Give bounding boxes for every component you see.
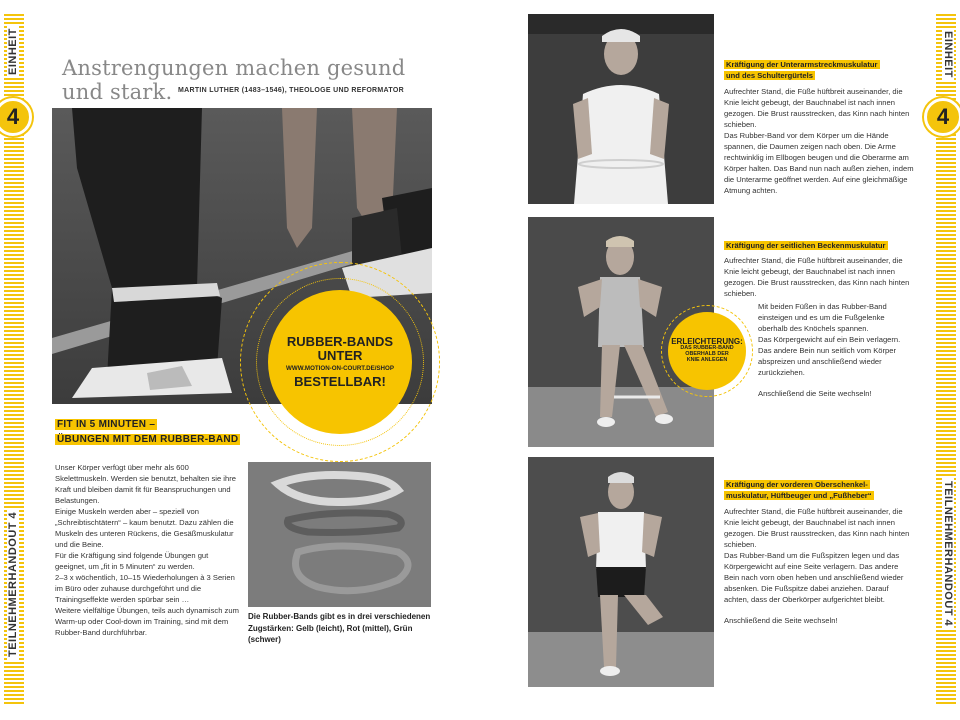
quote-text: Anstrengungen machen gesund und stark. [62, 56, 406, 104]
exercise3-photo [528, 457, 714, 687]
hint-line1: ERLEICHTERUNG: [671, 336, 743, 346]
left-unit-number: 4 [0, 98, 32, 136]
exercise2-paragraph: Aufrechter Stand, die Füße hüftbreit auseinander, die Knie leicht gebeugt, der Bauchnabel ist nach innen gezogen. Die Brust rausstrecken, das Kinn nach hinten schieben. [724, 256, 910, 298]
exercise3-photo-graphic [528, 457, 714, 687]
fit-paragraph: Unser Körper verfügt über mehr als 600 Skelettmuskeln. Werden sie benutzt, behalten sie ihre Kraft und bleiben damit fit für Beanspruchungen und Belastungen. [55, 463, 236, 505]
exercise2-paragraph: Das Körpergewicht auf ein Bein verlagern. [758, 335, 901, 344]
exercise1-heading-line2: und des Schultergürtels [726, 71, 813, 80]
fit-heading-line1: FIT IN 5 MINUTEN – [57, 419, 156, 430]
exercise2-heading [724, 240, 914, 251]
exercise2-text-top [724, 255, 914, 299]
badge-line4: BESTELLBAR! [294, 373, 386, 389]
fit-paragraph: Einige Muskeln werden aber – speziell von „Schreibtischtätern“ – kaum benutzt. Dazu zählen die Muskeln des unteren Rückens, die Gesäßmuskulatur und die Beine. [55, 507, 234, 549]
exercise1-heading [724, 59, 914, 81]
quote-author: MARTIN LUTHER (1483–1546), THEOLOGE UND REFORMATOR [178, 87, 404, 94]
exercise1-paragraph: Aufrechter Stand, die Füße hüftbreit auseinander, die Knie leicht gebeugt, der Bauchnabel ist nach innen gezogen. Die Brust rausstrecken, das Kinn nach hinten schieben. [724, 87, 910, 129]
fit-body-text [55, 462, 240, 638]
exercise1-photo-graphic [528, 14, 714, 204]
exercise3-paragraph: Aufrechter Stand, die Füße hüftbreit auseinander, die Knie leicht gebeugt, der Bauchnabel ist nach innen gezogen. Die Brust rausstrecken, das Kinn nach hinten schieben. [724, 507, 910, 549]
badge-line2: UNTER [317, 348, 363, 364]
bands-photo-graphic [248, 462, 431, 607]
fit-paragraph: Weitere vielfältige Übungen, teils auch dynamisch zum Warm-up oder Cool-down im Training, sind mit dem Rubber-Band durchführbar. [55, 606, 239, 637]
fit-paragraph: 2–3 x wöchentlich, 10–15 Wiederholungen à 3 Serien im Büro oder zuhause durchgeführt und die Trainingseffekte werden spürbar sein … [55, 573, 235, 604]
exercise2-text-steps [758, 301, 914, 399]
exercise2-paragraph: Mit beiden Füßen in das Rubber-Band einsteigen und es um die Fußgelenke oberhalb des Knöchels spannen. [758, 302, 887, 333]
hint-line4: KNIE ANLEGEN [686, 357, 728, 364]
fit-heading-line2: ÜBUNGEN MIT DEM RUBBER-BAND [57, 433, 239, 445]
exercise2-paragraph: Anschließend die Seite wechseln! [758, 389, 872, 398]
bands-caption: Die Rubber-Bands gibt es in drei verschiedenen Zugstärken: Gelb (leicht), Rot (mittel), Grün (schwer) [248, 612, 431, 645]
exercise1-photo [528, 14, 714, 204]
left-handout-label: TEILNEHMERHANDOUT 4 [7, 509, 19, 660]
exercise3-paragraph: Das Rubber-Band um die Fußspitzen legen und das Körpergewicht auf eine Seite verlagern. Das andere Bein nach vorn oben heben und anschließend wieder absenken. Die Fußspitze dabei anziehen. Darauf achten, dass der Oberkörper aufgerichtet bleibt. [724, 551, 904, 604]
right-handout-label: TEILNEHMERHANDOUT 4 [942, 478, 954, 629]
exercise3-heading-line1: Kräftigung der vorderen Oberschenkel- [726, 480, 868, 489]
badge-url[interactable]: WWW.MOTION-ON-COURT.DE/SHOP [286, 364, 394, 372]
hint-badge [668, 312, 746, 390]
left-unit-label: EINHEIT [7, 25, 19, 78]
badge-line1: RUBBER-BANDS [286, 334, 394, 350]
exercise2-heading-line1: Kräftigung der seitlichen Beckenmuskulatur [726, 241, 886, 250]
shop-badge[interactable] [268, 290, 412, 434]
fit-heading [55, 418, 255, 447]
fit-paragraph: Für die Kräftigung sind folgende Übungen gut geeignet, um „fit in 5 Minuten“ zu werden. [55, 551, 209, 571]
exercise1-paragraph: Das Rubber-Band vor dem Körper um die Hände spannen, die Daumen zeigen nach oben. Die Arme rechtwinklig im Ellbogen beugen und die Oberarme am Körper halten. Das Band nun nach außen ziehen, indem die Unterarme geöffnet werden. Auf eine gleichmäßige Atmung achten. [724, 131, 914, 195]
right-unit-number: 4 [924, 98, 960, 136]
exercise3-heading [724, 479, 914, 501]
hint-line3: OBERHALB DER [685, 351, 729, 358]
exercise1-text [724, 86, 914, 196]
exercise1-heading-line1: Kräftigung der Unterarmstreckmuskulatur [726, 60, 878, 69]
hint-line2: DAS RUBBER-BAND [680, 345, 734, 352]
exercise2-paragraph: Das andere Bein nun seitlich vom Körper abspreizen und anschließend wieder zurückziehen. [758, 346, 897, 377]
exercise3-text [724, 506, 914, 626]
exercise3-heading-line2: muskulatur, Hüftbeuger und „Fußheber“ [726, 491, 872, 500]
right-unit-label: EINHEIT [942, 28, 954, 81]
bands-photo [248, 462, 431, 607]
exercise3-paragraph: Anschließend die Seite wechseln! [724, 616, 838, 625]
